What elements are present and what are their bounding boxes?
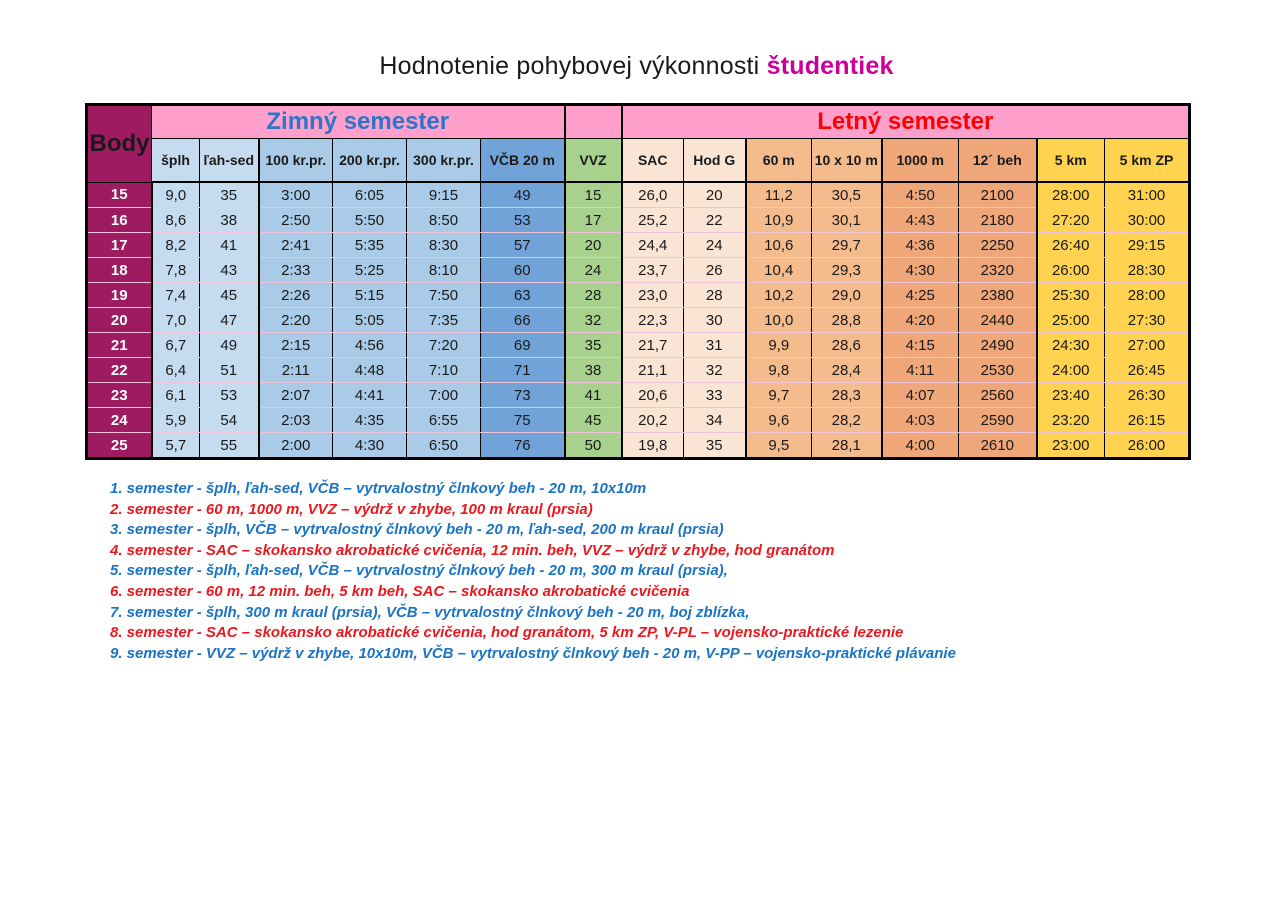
table-row-points-21 (87, 333, 1190, 358)
data-cell-sac: 22,3 (622, 308, 684, 333)
data-cell-60-m: 9,5 (746, 433, 812, 459)
data-cell-60-m: 9,8 (746, 358, 812, 383)
data-cell-10-x-10-m: 29,0 (812, 283, 882, 308)
data-cell-5-km-zp: 27:00 (1105, 333, 1190, 358)
table-row-points-20 (87, 308, 1190, 333)
data-cell-300-kr-pr: 9:15 (407, 182, 481, 208)
data-cell-ah-sed: 47 (200, 308, 259, 333)
data-cell-5-km-zp: 29:15 (1105, 233, 1190, 258)
data-cell-sac: 20,6 (622, 383, 684, 408)
legend-line-3: 3. semester - šplh, VČB – vytrvalostný člnkový beh - 20 m, ľah-sed, 200 m kraul (prsia) (110, 521, 724, 539)
data-cell-1000-m: 4:11 (882, 358, 959, 383)
legend-line-2: 2. semester - 60 m, 1000 m, VVZ – výdrž v zhybe, 100 m kraul (prsia) (110, 500, 593, 518)
points-cell: 22 (87, 358, 152, 383)
column-header-5-km: 5 km (1037, 139, 1105, 183)
data-cell-1000-m: 4:03 (882, 408, 959, 433)
data-cell-100-kr-pr: 2:03 (259, 408, 333, 433)
data-cell-300-kr-pr: 6:50 (407, 433, 481, 459)
data-cell-60-m: 9,7 (746, 383, 812, 408)
data-cell-sac: 23,0 (622, 283, 684, 308)
data-cell-12-beh: 2380 (959, 283, 1037, 308)
data-cell-5-km: 24:30 (1037, 333, 1105, 358)
data-cell-12-beh: 2100 (959, 182, 1037, 208)
data-cell-300-kr-pr: 7:50 (407, 283, 481, 308)
legend (110, 479, 1210, 664)
data-cell-12-beh: 2180 (959, 208, 1037, 233)
points-cell: 24 (87, 408, 152, 433)
data-cell-5-km: 23:00 (1037, 433, 1105, 459)
data-cell-5-km: 25:00 (1037, 308, 1105, 333)
table-row-points-24 (87, 408, 1190, 433)
legend-line-5: 5. semester - šplh, ľah-sed, VČB – vytrvalostný člnkový beh - 20 m, 300 m kraul (prsia), (110, 562, 728, 580)
data-cell-10-x-10-m: 28,3 (812, 383, 882, 408)
data-cell-12-beh: 2610 (959, 433, 1037, 459)
semester-header-row (87, 105, 1190, 139)
data-cell-1000-m: 4:25 (882, 283, 959, 308)
data-cell-300-kr-pr: 7:35 (407, 308, 481, 333)
data-cell-10-x-10-m: 30,5 (812, 182, 882, 208)
data-cell-hod-g: 24 (684, 233, 746, 258)
data-cell-vvz: 38 (565, 358, 622, 383)
data-cell-ah-sed: 45 (200, 283, 259, 308)
data-cell-300-kr-pr: 7:20 (407, 333, 481, 358)
data-cell-v-b-20-m: 57 (481, 233, 565, 258)
data-cell-10-x-10-m: 28,8 (812, 308, 882, 333)
points-cell: 21 (87, 333, 152, 358)
data-cell-100-kr-pr: 2:41 (259, 233, 333, 258)
column-header-60-m: 60 m (746, 139, 812, 183)
points-column-header: Body (87, 105, 152, 183)
data-cell-100-kr-pr: 2:15 (259, 333, 333, 358)
data-cell-200-kr-pr: 5:25 (333, 258, 407, 283)
data-cell-hod-g: 28 (684, 283, 746, 308)
data-cell-hod-g: 32 (684, 358, 746, 383)
data-cell-plh: 6,1 (152, 383, 200, 408)
points-cell: 25 (87, 433, 152, 459)
data-cell-10-x-10-m: 28,4 (812, 358, 882, 383)
data-cell-sac: 20,2 (622, 408, 684, 433)
data-cell-5-km: 26:00 (1037, 258, 1105, 283)
data-cell-vvz: 17 (565, 208, 622, 233)
data-cell-1000-m: 4:07 (882, 383, 959, 408)
data-cell-1000-m: 4:15 (882, 333, 959, 358)
data-cell-100-kr-pr: 2:26 (259, 283, 333, 308)
page-title (0, 52, 1273, 81)
data-cell-1000-m: 4:43 (882, 208, 959, 233)
data-cell-5-km-zp: 26:30 (1105, 383, 1190, 408)
data-cell-v-b-20-m: 49 (481, 182, 565, 208)
data-cell-300-kr-pr: 8:50 (407, 208, 481, 233)
data-cell-sac: 24,4 (622, 233, 684, 258)
data-cell-sac: 21,7 (622, 333, 684, 358)
data-cell-12-beh: 2320 (959, 258, 1037, 283)
data-cell-100-kr-pr: 2:20 (259, 308, 333, 333)
data-cell-100-kr-pr: 2:50 (259, 208, 333, 233)
data-cell-hod-g: 33 (684, 383, 746, 408)
data-cell-v-b-20-m: 60 (481, 258, 565, 283)
data-cell-200-kr-pr: 4:56 (333, 333, 407, 358)
column-header-200-kr-pr: 200 kr.pr. (333, 139, 407, 183)
data-cell-5-km-zp: 26:15 (1105, 408, 1190, 433)
points-cell: 15 (87, 182, 152, 208)
data-cell-plh: 7,0 (152, 308, 200, 333)
data-cell-12-beh: 2490 (959, 333, 1037, 358)
data-cell-v-b-20-m: 53 (481, 208, 565, 233)
data-cell-plh: 5,7 (152, 433, 200, 459)
data-cell-100-kr-pr: 2:00 (259, 433, 333, 459)
column-header-hod-g: Hod G (684, 139, 746, 183)
data-cell-300-kr-pr: 8:10 (407, 258, 481, 283)
data-cell-5-km: 28:00 (1037, 182, 1105, 208)
data-cell-60-m: 10,4 (746, 258, 812, 283)
data-cell-5-km: 24:00 (1037, 358, 1105, 383)
data-cell-ah-sed: 53 (200, 383, 259, 408)
data-cell-vvz: 50 (565, 433, 622, 459)
data-cell-12-beh: 2440 (959, 308, 1037, 333)
data-cell-200-kr-pr: 5:05 (333, 308, 407, 333)
data-cell-60-m: 10,0 (746, 308, 812, 333)
data-cell-1000-m: 4:50 (882, 182, 959, 208)
data-cell-sac: 21,1 (622, 358, 684, 383)
data-cell-v-b-20-m: 76 (481, 433, 565, 459)
data-cell-200-kr-pr: 4:41 (333, 383, 407, 408)
column-header-vvz: VVZ (565, 139, 622, 183)
table-row-points-19 (87, 283, 1190, 308)
data-cell-vvz: 45 (565, 408, 622, 433)
data-cell-12-beh: 2590 (959, 408, 1037, 433)
data-cell-vvz: 24 (565, 258, 622, 283)
data-cell-plh: 5,9 (152, 408, 200, 433)
table-row-points-25 (87, 433, 1190, 459)
data-cell-vvz: 20 (565, 233, 622, 258)
data-cell-100-kr-pr: 2:33 (259, 258, 333, 283)
data-cell-plh: 8,6 (152, 208, 200, 233)
column-header-10-x-10-m: 10 x 10 m (812, 139, 882, 183)
data-cell-12-beh: 2560 (959, 383, 1037, 408)
table-row-points-23 (87, 383, 1190, 408)
data-cell-10-x-10-m: 28,6 (812, 333, 882, 358)
points-cell: 17 (87, 233, 152, 258)
column-header-ah-sed: ľah-sed (200, 139, 259, 183)
data-cell-1000-m: 4:36 (882, 233, 959, 258)
legend-line-7: 7. semester - šplh, 300 m kraul (prsia), VČB – vytrvalostný člnkový beh - 20 m, boj zblízka, (110, 603, 750, 621)
data-cell-plh: 7,4 (152, 283, 200, 308)
page-title-highlight: študentiek (766, 52, 894, 80)
data-cell-hod-g: 31 (684, 333, 746, 358)
legend-line-8: 8. semester - SAC – skokansko akrobatické cvičenia, hod granátom, 5 km ZP, V-PL – vojensko-praktické lezenie (110, 624, 904, 642)
data-cell-sac: 26,0 (622, 182, 684, 208)
data-cell-200-kr-pr: 6:05 (333, 182, 407, 208)
column-header-1000-m: 1000 m (882, 139, 959, 183)
data-cell-sac: 19,8 (622, 433, 684, 459)
data-cell-5-km-zp: 30:00 (1105, 208, 1190, 233)
data-cell-60-m: 10,9 (746, 208, 812, 233)
data-cell-12-beh: 2530 (959, 358, 1037, 383)
data-cell-200-kr-pr: 4:35 (333, 408, 407, 433)
column-header-plh: šplh (152, 139, 200, 183)
table-row-points-17 (87, 233, 1190, 258)
page-title-text: Hodnotenie pohybovej výkonnosti (379, 52, 767, 80)
table-row-points-18 (87, 258, 1190, 283)
data-cell-hod-g: 30 (684, 308, 746, 333)
data-cell-60-m: 10,6 (746, 233, 812, 258)
data-cell-300-kr-pr: 8:30 (407, 233, 481, 258)
data-cell-plh: 8,2 (152, 233, 200, 258)
points-cell: 20 (87, 308, 152, 333)
summer-semester-header: Letný semester (622, 105, 1190, 139)
data-cell-plh: 6,4 (152, 358, 200, 383)
points-cell: 18 (87, 258, 152, 283)
data-cell-60-m: 10,2 (746, 283, 812, 308)
data-cell-vvz: 32 (565, 308, 622, 333)
data-cell-300-kr-pr: 6:55 (407, 408, 481, 433)
data-cell-hod-g: 26 (684, 258, 746, 283)
data-cell-plh: 6,7 (152, 333, 200, 358)
data-cell-plh: 7,8 (152, 258, 200, 283)
data-cell-60-m: 11,2 (746, 182, 812, 208)
data-cell-ah-sed: 41 (200, 233, 259, 258)
data-cell-300-kr-pr: 7:00 (407, 383, 481, 408)
legend-line-6: 6. semester - 60 m, 12 min. beh, 5 km beh, SAC – skokansko akrobatické cvičenia (110, 582, 690, 600)
data-cell-v-b-20-m: 73 (481, 383, 565, 408)
winter-semester-header: Zimný semester (152, 105, 565, 139)
data-cell-v-b-20-m: 66 (481, 308, 565, 333)
performance-table-container (85, 103, 1191, 460)
legend-line-9: 9. semester - VVZ – výdrž v zhybe, 10x10m, VČB – vytrvalostný člnkový beh - 20 m, V-PP – vojensko-praktické plávanie (110, 644, 956, 662)
data-cell-v-b-20-m: 75 (481, 408, 565, 433)
points-cell: 16 (87, 208, 152, 233)
data-cell-sac: 23,7 (622, 258, 684, 283)
data-cell-10-x-10-m: 28,2 (812, 408, 882, 433)
data-cell-5-km: 27:20 (1037, 208, 1105, 233)
column-header-row (87, 139, 1190, 183)
data-cell-100-kr-pr: 2:11 (259, 358, 333, 383)
column-header-12-beh: 12´ beh (959, 139, 1037, 183)
data-cell-5-km: 26:40 (1037, 233, 1105, 258)
data-cell-5-km-zp: 26:00 (1105, 433, 1190, 459)
data-cell-ah-sed: 54 (200, 408, 259, 433)
data-cell-ah-sed: 55 (200, 433, 259, 459)
data-cell-hod-g: 34 (684, 408, 746, 433)
data-cell-ah-sed: 43 (200, 258, 259, 283)
table-row-points-16 (87, 208, 1190, 233)
data-cell-10-x-10-m: 28,1 (812, 433, 882, 459)
data-cell-200-kr-pr: 4:30 (333, 433, 407, 459)
data-cell-100-kr-pr: 3:00 (259, 182, 333, 208)
column-header-5-km-zp: 5 km ZP (1105, 139, 1190, 183)
data-cell-60-m: 9,9 (746, 333, 812, 358)
data-cell-ah-sed: 38 (200, 208, 259, 233)
data-cell-plh: 9,0 (152, 182, 200, 208)
data-cell-5-km-zp: 28:00 (1105, 283, 1190, 308)
data-cell-100-kr-pr: 2:07 (259, 383, 333, 408)
points-cell: 19 (87, 283, 152, 308)
data-cell-5-km: 23:20 (1037, 408, 1105, 433)
data-cell-200-kr-pr: 5:35 (333, 233, 407, 258)
data-cell-10-x-10-m: 29,3 (812, 258, 882, 283)
column-header-300-kr-pr: 300 kr.pr. (407, 139, 481, 183)
column-header-sac: SAC (622, 139, 684, 183)
column-header-v-b-20-m: VČB 20 m (481, 139, 565, 183)
legend-line-4: 4. semester - SAC – skokansko akrobatické cvičenia, 12 min. beh, VVZ – výdrž v zhybe, hod granátom (110, 541, 835, 559)
data-cell-vvz: 41 (565, 383, 622, 408)
points-cell: 23 (87, 383, 152, 408)
data-cell-ah-sed: 51 (200, 358, 259, 383)
data-cell-hod-g: 35 (684, 433, 746, 459)
data-cell-12-beh: 2250 (959, 233, 1037, 258)
data-cell-200-kr-pr: 4:48 (333, 358, 407, 383)
data-cell-ah-sed: 35 (200, 182, 259, 208)
data-cell-vvz: 28 (565, 283, 622, 308)
data-cell-5-km-zp: 27:30 (1105, 308, 1190, 333)
data-cell-10-x-10-m: 29,7 (812, 233, 882, 258)
performance-table (85, 103, 1191, 460)
data-cell-hod-g: 22 (684, 208, 746, 233)
legend-line-1: 1. semester - šplh, ľah-sed, VČB – vytrvalostný člnkový beh - 20 m, 10x10m (110, 480, 647, 497)
data-cell-1000-m: 4:30 (882, 258, 959, 283)
data-cell-1000-m: 4:20 (882, 308, 959, 333)
data-cell-5-km-zp: 31:00 (1105, 182, 1190, 208)
vvz-spacer-cell (565, 105, 622, 139)
data-cell-10-x-10-m: 30,1 (812, 208, 882, 233)
data-cell-300-kr-pr: 7:10 (407, 358, 481, 383)
column-header-100-kr-pr: 100 kr.pr. (259, 139, 333, 183)
data-cell-200-kr-pr: 5:50 (333, 208, 407, 233)
data-cell-5-km: 23:40 (1037, 383, 1105, 408)
data-cell-60-m: 9,6 (746, 408, 812, 433)
table-row-points-22 (87, 358, 1190, 383)
data-cell-v-b-20-m: 69 (481, 333, 565, 358)
data-cell-ah-sed: 49 (200, 333, 259, 358)
data-cell-hod-g: 20 (684, 182, 746, 208)
data-cell-vvz: 15 (565, 182, 622, 208)
data-cell-1000-m: 4:00 (882, 433, 959, 459)
data-cell-5-km-zp: 26:45 (1105, 358, 1190, 383)
data-cell-5-km: 25:30 (1037, 283, 1105, 308)
data-cell-v-b-20-m: 71 (481, 358, 565, 383)
data-cell-vvz: 35 (565, 333, 622, 358)
table-row-points-15 (87, 182, 1190, 208)
data-cell-5-km-zp: 28:30 (1105, 258, 1190, 283)
data-cell-200-kr-pr: 5:15 (333, 283, 407, 308)
data-cell-sac: 25,2 (622, 208, 684, 233)
data-cell-v-b-20-m: 63 (481, 283, 565, 308)
